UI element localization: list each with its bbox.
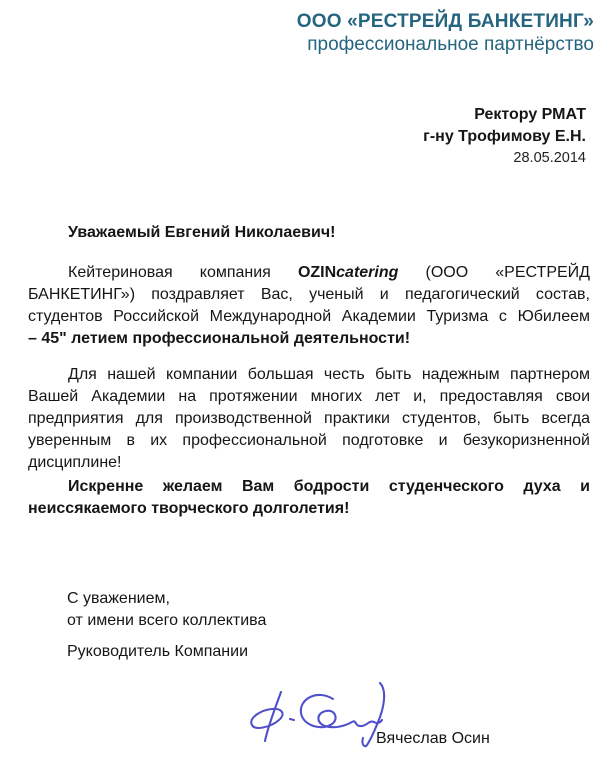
signer-name: Вячеслав Осин [376, 730, 490, 747]
brand-catering: catering [336, 264, 399, 281]
closing-regards: С уважением, [67, 590, 170, 607]
signer-title: Руководитель Компании [67, 643, 249, 660]
closing-behalf: от имени всего коллектива [67, 612, 267, 629]
letter-date: 28.05.2014 [513, 150, 586, 166]
handwritten-signature [245, 678, 397, 755]
closing-block [67, 588, 266, 632]
p1-line3: студентов Российской Международной Академии Туризма с Юбилеем [28, 308, 590, 325]
p1-line1-pre: Кейтериновая компания [68, 264, 298, 281]
p1-line1-post: (ООО «РЕСТРЕЙД [398, 264, 590, 281]
p2-line1: Для нашей компании большая честь быть надежным партнером [68, 366, 590, 383]
company-name: ООО «РЕСТРЕЙД БАНКЕТИНГ» [296, 11, 594, 32]
paragraph-2 [28, 364, 590, 474]
p1-line2: БАНКЕТИНГ») поздравляет Вас, ученый и педагогический состав, [28, 286, 590, 303]
p3-line1: Искренне желаем Вам бодрости студенческого духа и [68, 478, 590, 495]
brand-ozin: OZIN [297, 264, 337, 281]
paragraph-1 [28, 262, 590, 350]
signature-ink-icon [245, 678, 397, 750]
p2-line3: предприятия для производственной практики студентов, быть всегда [28, 410, 590, 427]
paragraph-3 [28, 476, 590, 520]
addressee-block [423, 104, 586, 168]
p1-line1 [28, 262, 590, 284]
p2-line4: уверенным в их профессиональной подготовке и безукоризненной [28, 432, 590, 449]
addressee-title: Ректору РМАТ [474, 106, 586, 123]
p2-line2: Вашей Академии на протяжении многих лет и, предоставляя свои [28, 388, 590, 405]
p1-line4-anniversary: – 45" летием профессиональной деятельности! [28, 330, 411, 347]
company-tagline: профессиональное партнёрство [307, 34, 594, 55]
p2-line5: дисциплине! [28, 454, 122, 471]
letterhead [297, 10, 594, 56]
salutation: Уважаемый Евгений Николаевич! [68, 224, 336, 241]
p3-line2: неиссякаемого творческого долголетия! [28, 500, 350, 517]
addressee-name: г-ну Трофимову Е.Н. [423, 128, 586, 145]
